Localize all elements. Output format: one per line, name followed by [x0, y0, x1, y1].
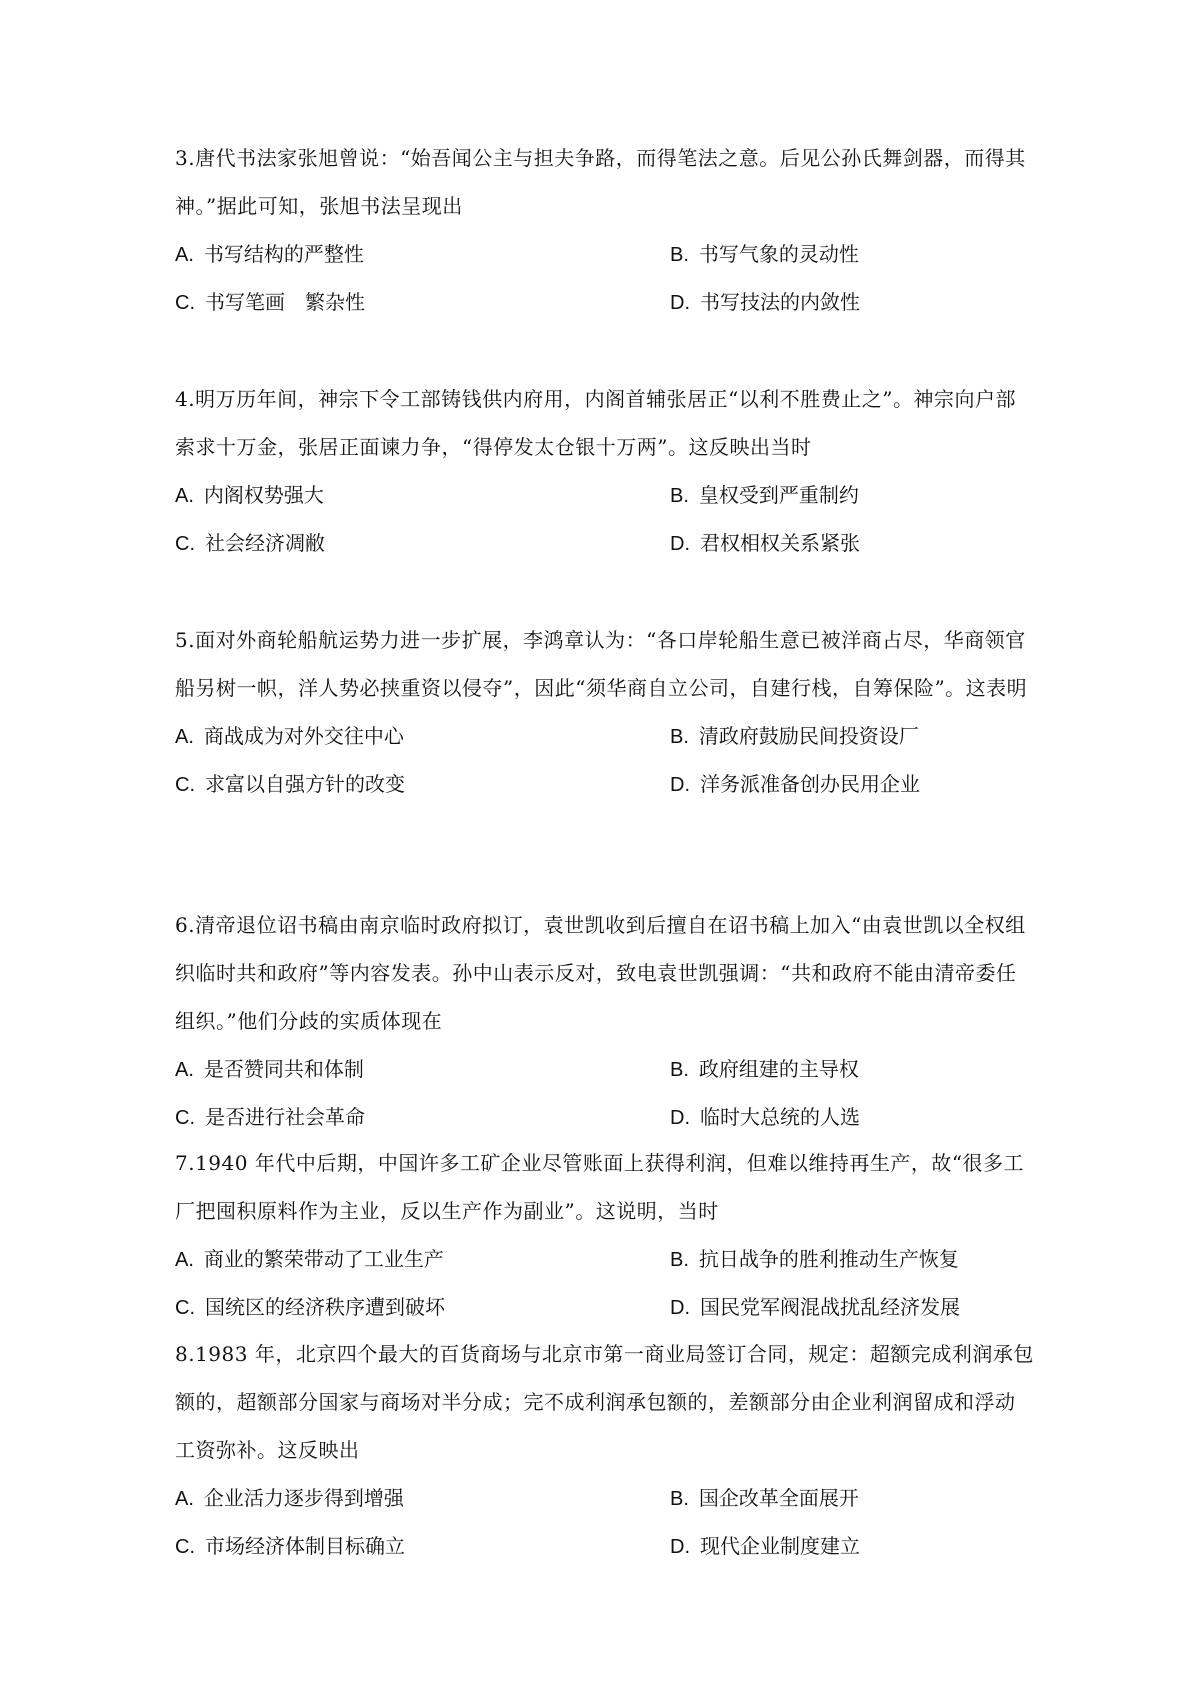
- option-a: A. 内阁权势强大: [175, 483, 324, 507]
- option-c: C. 社会经济凋敝: [175, 531, 325, 555]
- option-b: B. 书写气象的灵动性: [670, 242, 859, 266]
- options: [175, 712, 1035, 808]
- question-stem: 7.1940 年代中后期，中国许多工矿企业尽管账面上获得利润，但难以维持再生产，故“很多工厂把囤积原料作为主业，反以生产作为副业”。这说明，当时: [175, 1151, 1025, 1223]
- option-c: C. 是否进行社会革命: [175, 1105, 365, 1129]
- option-a: A. 是否赞同共和体制: [175, 1057, 364, 1081]
- option-c: C. 市场经济体制目标确立: [175, 1534, 405, 1558]
- option-b: B. 抗日战争的胜利推动生产恢复: [670, 1247, 959, 1271]
- option-b: B. 皇权受到严重制约: [670, 483, 859, 507]
- option-d: D. 临时大总统的人选: [670, 1105, 860, 1129]
- option-c: C. 国统区的经济秩序遭到破坏: [175, 1295, 445, 1319]
- option-d: D. 书写技法的内敛性: [670, 290, 860, 314]
- question-6: [175, 901, 1035, 1141]
- option-d: D. 现代企业制度建立: [670, 1534, 860, 1558]
- option-b: B. 政府组建的主导权: [670, 1057, 859, 1081]
- question-4: [175, 375, 1035, 567]
- option-b: B. 清政府鼓励民间投资设厂: [670, 724, 919, 748]
- options: [175, 230, 1035, 326]
- option-c: C. 求富以自强方针的改变: [175, 772, 405, 796]
- options: [175, 471, 1035, 567]
- question-7: [175, 1139, 1035, 1331]
- question-stem: 4.明万历年间，神宗下令工部铸钱供内府用，内阁首辅张居正“以利不胜费止之”。神宗向户部索求十万金，张居正面谏力争，“得停发太仓银十万两”。这反映出当时: [175, 387, 1017, 459]
- question-3: [175, 134, 1035, 326]
- options: [175, 1474, 1035, 1570]
- question-stem: 8.1983 年，北京四个最大的百货商场与北京市第一商业局签订合同，规定：超额完成利润承包额的，超额部分国家与商场对半分成；完不成利润承包额的，差额部分由企业利润留成和浮动工资弥补。这反映出: [175, 1342, 1034, 1462]
- option-d: D. 洋务派准备创办民用企业: [670, 772, 920, 796]
- question-stem: 6.清帝退位诏书稿由南京临时政府拟订，袁世凯收到后擅自在诏书稿上加入“由袁世凯以全权组织临时共和政府”等内容发表。孙中山表示反对，致电袁世凯强调：“共和政府不能由清帝委任组织。”他们分歧的实质体现在: [175, 913, 1026, 1033]
- question-stem: 3.唐代书法家张旭曾说：“始吾闻公主与担夫争路，而得笔法之意。后见公孙氏舞剑器，而得其神。”据此可知，张旭书法呈现出: [175, 146, 1026, 218]
- option-a: A. 商业的繁荣带动了工业生产: [175, 1247, 444, 1271]
- option-a: A. 企业活力逐步得到增强: [175, 1486, 404, 1510]
- option-b: B. 国企改革全面展开: [670, 1486, 859, 1510]
- option-a: A. 书写结构的严整性: [175, 242, 364, 266]
- options: [175, 1235, 1035, 1331]
- option-a: A. 商战成为对外交往中心: [175, 724, 404, 748]
- question-8: [175, 1330, 1035, 1570]
- question-stem: 5.面对外商轮船航运势力进一步扩展，李鸿章认为：“各口岸轮船生意已被洋商占尽，华商领官船另树一帜，洋人势必挟重资以侵夺”，因此“须华商自立公司，自建行栈，自筹保险”。这表明: [175, 628, 1028, 700]
- option-d: D. 君权相权关系紧张: [670, 531, 860, 555]
- option-c: C. 书写笔画 繁杂性: [175, 290, 365, 314]
- option-d: D. 国民党军阀混战扰乱经济发展: [670, 1295, 960, 1319]
- options: [175, 1045, 1035, 1141]
- question-5: [175, 616, 1035, 808]
